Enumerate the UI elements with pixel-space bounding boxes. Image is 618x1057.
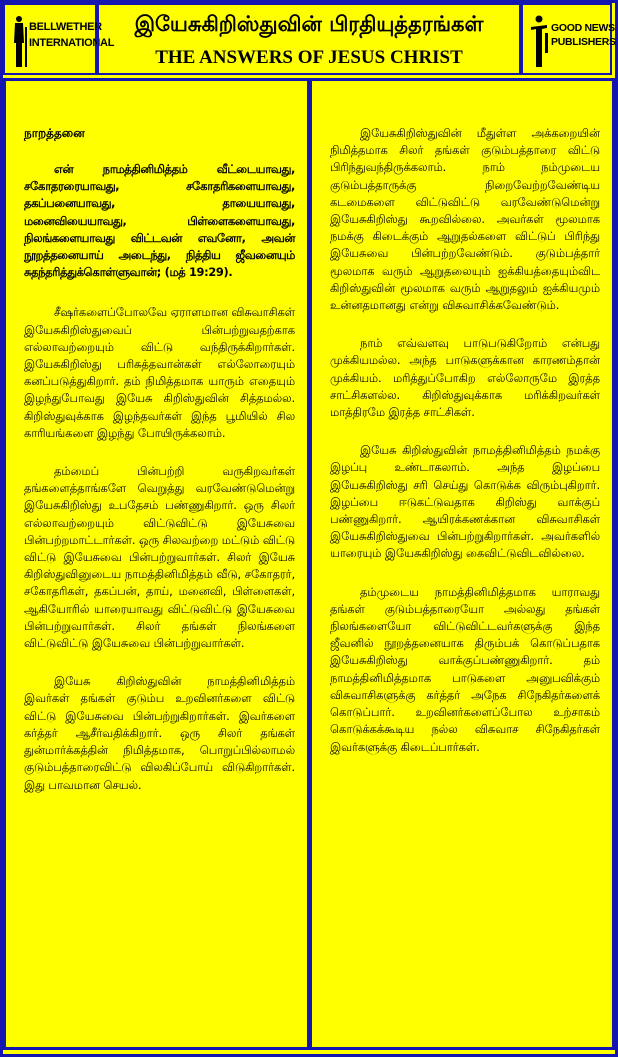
- paragraph: தம்முடைய நாமத்தினிமித்தமாக யாராவது தங்கள் குடும்பத்தாரையோ அல்லது தங்கள் நிலங்களையோ விட்டுவிட்டவர்களுக்கு இந்த ஜீவனில் நூறத்தனையாக திரும்பக் கொடுப்பதாக இயேசுகிறிஸ்து வாக்குப்பண்ணுகிறார். தம் நாமத்தினிமித்தமாக பாடுகளை அனுபவிக்கும் விசுவாசிகளுக்கு கர்த்தர் அநேக சிநேகிதர்களைக் கொடுப்பார். உறவினர்களைப்போல உற்சாகம் கொடுக்கக்கூடிய நல்ல விசுவாச சிநேகிதர்கள் இவர்களுக்கு கிடைப்பார்கள்.: [330, 584, 600, 754]
- paragraph: இயேசு கிறிஸ்துவின் நாமத்தினிமித்தம் இவர்கள் தங்கள் குடும்ப உறவினர்களை விட்டு விட்டு இயேசுவை பின்பற்றுகிறார்கள். இவர்களை கர்த்தர் ஆசீர்வதிக்கிறார். ஒரு சிலர் தங்கள் துன்மார்க்கத்தின் நிமித்தமாக, பொறுப்பில்லாமல் குடும்பத்தாரைவிட்டு விலகிப்போய் விடுகிறார்கள். இது பாவமான செயல்.: [24, 674, 295, 792]
- right-column: [309, 78, 615, 1050]
- paragraph: இயேசுகிறிஸ்துவின் மீதுள்ள அக்கறையின் நிமித்தமாக சிலர் தங்கள் குடும்பத்தாரை விட்டு பிரிந்துவந்திருக்கலாம். நாம் நம்முடைய குடும்பத்தாருக்கு நிறைவேற்றவேண்டிய கடமைகளை விட்டுவிட்டு வரவேண்டுமென்று இயேசுகிறிஸ்து கூறவில்லை. அவர்கள் மூலமாக நமக்கு கிடைக்கும் ஆறுதல்களை விட்டுப் பிரிந்து இயேசுவை பின்பற்றவேண்டும். குடும்பத்தார் மூலமாக வரும் ஆறுதலையும் ஐக்கியத்தையும்விட கிறிஸ்துவின் மூலமாக வரும் ஆறுதலும் ஐக்கியமும் உன்னதமானது என்று விசுவாசிக்கவேண்டும்.: [330, 126, 600, 313]
- left-column-text: [24, 161, 295, 794]
- figure-logo-icon: [529, 13, 549, 69]
- paragraph: இயேசு கிறிஸ்துவின் நாமத்தினிமித்தம் நமக்கு இழப்பு உண்டாகலாம். அந்த இழப்பை இயேசுகிறிஸ்து சரி செய்து கொடுக்க விரும்புகிறார். இழப்பை ஈடுகட்டுவதாக கிறிஸ்து வாக்குப் பண்ணுகிறார். ஆயிரக்கணக்கான விசுவாசிகள் இயேசுகிறிஸ்துவை பின்பற்றுகிறார்கள். அவர்களில் யாரையும் இயேசுகிறிஸ்து கைவிட்டுவிடவில்லை.: [330, 443, 600, 561]
- section-heading: நாறத்தனை: [24, 126, 85, 140]
- title-english: THE ANSWERS OF JESUS CHRIST: [155, 47, 463, 68]
- title-tamil: இயேசுகிறிஸ்துவின் பிரதியுத்தரங்கள்: [134, 12, 484, 36]
- figure-logo-icon: [11, 13, 27, 69]
- good-news-logo-box: [521, 3, 616, 75]
- logo-line-1: BELLWETHER: [29, 21, 102, 33]
- logo-line-1: GOOD NEWS: [551, 22, 615, 34]
- right-column-text: [330, 125, 600, 756]
- logo-line-2: PUBLISHERS: [551, 36, 616, 48]
- logo-line-2: INTERNATIONAL: [29, 37, 115, 49]
- paragraph: நாம் எவ்வளவு பாடுபடுகிறோம் என்பது முக்கியமல்ல. அந்த பாடுகளுக்கான காரணம்தான் முக்கியம். மரித்துப்போகிற எல்லோருமே இரத்த சாட்சிகளல்ல. கிறிஸ்துவுக்காக மரிக்கிறவர்கள் மாத்திரமே இரத்த சாட்சிகள்.: [330, 336, 600, 420]
- verse: என் நாமத்தினிமித்தம் வீட்டையாவது, சகோதரரையாவது, சகோதரிகளையாவது, தகப்பனையாவது, தாயையாவது, மனைவியையாவது, பிள்ளைகளையாவது, நிலங்களையாவது விட்டவன் எவனோ, அவன் நூறத்தனையாய் அடைந்து, நித்திய ஜீவனையும் சுதந்தரித்துக்கொள்ளுவான்; (மத் 19:29).: [24, 162, 295, 280]
- title-box: [97, 3, 521, 75]
- paragraph: சீஷர்களைப்போலவே ஏராளமான விசுவாசிகள் இயேசுகிறிஸ்துவைப் பின்பற்றுவதற்காக எல்லாவற்றையும் விட்டு வந்திருக்கிறார்கள். இயேசுகிறிஸ்து பரிசுத்தவான்கள் எல்லோரையும் கனப்படுத்துகிறார். தம் நிமித்தமாக யாரும் எதையும் இழந்துபோவது இயேசு கிறிஸ்துவின் சித்தமல்ல. கிறிஸ்துவுக்காக இழந்தவர்கள் இந்த பூமியில் சில காரியங்களை இழந்து போயிருக்கலாம்.: [24, 305, 295, 440]
- left-column: [3, 78, 310, 1050]
- paragraph: தம்மைப் பின்பற்றி வருகிறவர்கள் தங்களைத்தாங்களே வெறுத்து வரவேண்டுமென்று இயேசுகிறிஸ்து உபதேசம் பண்ணுகிறார். ஒரு சிலர் எல்லாவற்றையும் விட்டுவிட்டு இயேசுவை பின்பற்றமாட்டார்கள். ஒரு சிலவற்றை மட்டும் விட்டு விட்டு இயேசுவை பின்பற்றுவார்கள். சிலர் இயேசு கிறிஸ்துவினுடைய நாமத்தினிமித்தம் வீடு, சகோதரர், சகோதரிகள், தகப்பன், தாய், மனைவி, பிள்ளைகள், ஆகியோரில் யாரையாவது விட்டுவிட்டு இயேசுவை பின்பற்றுவார்கள். சிலர் தங்கள் நிலங்களை விட்டுவிட்டு இயேசுவை பின்பற்றுவார்கள்.: [24, 464, 295, 651]
- good-news-logo-text: [551, 21, 616, 49]
- bellwether-logo-box: [3, 3, 115, 75]
